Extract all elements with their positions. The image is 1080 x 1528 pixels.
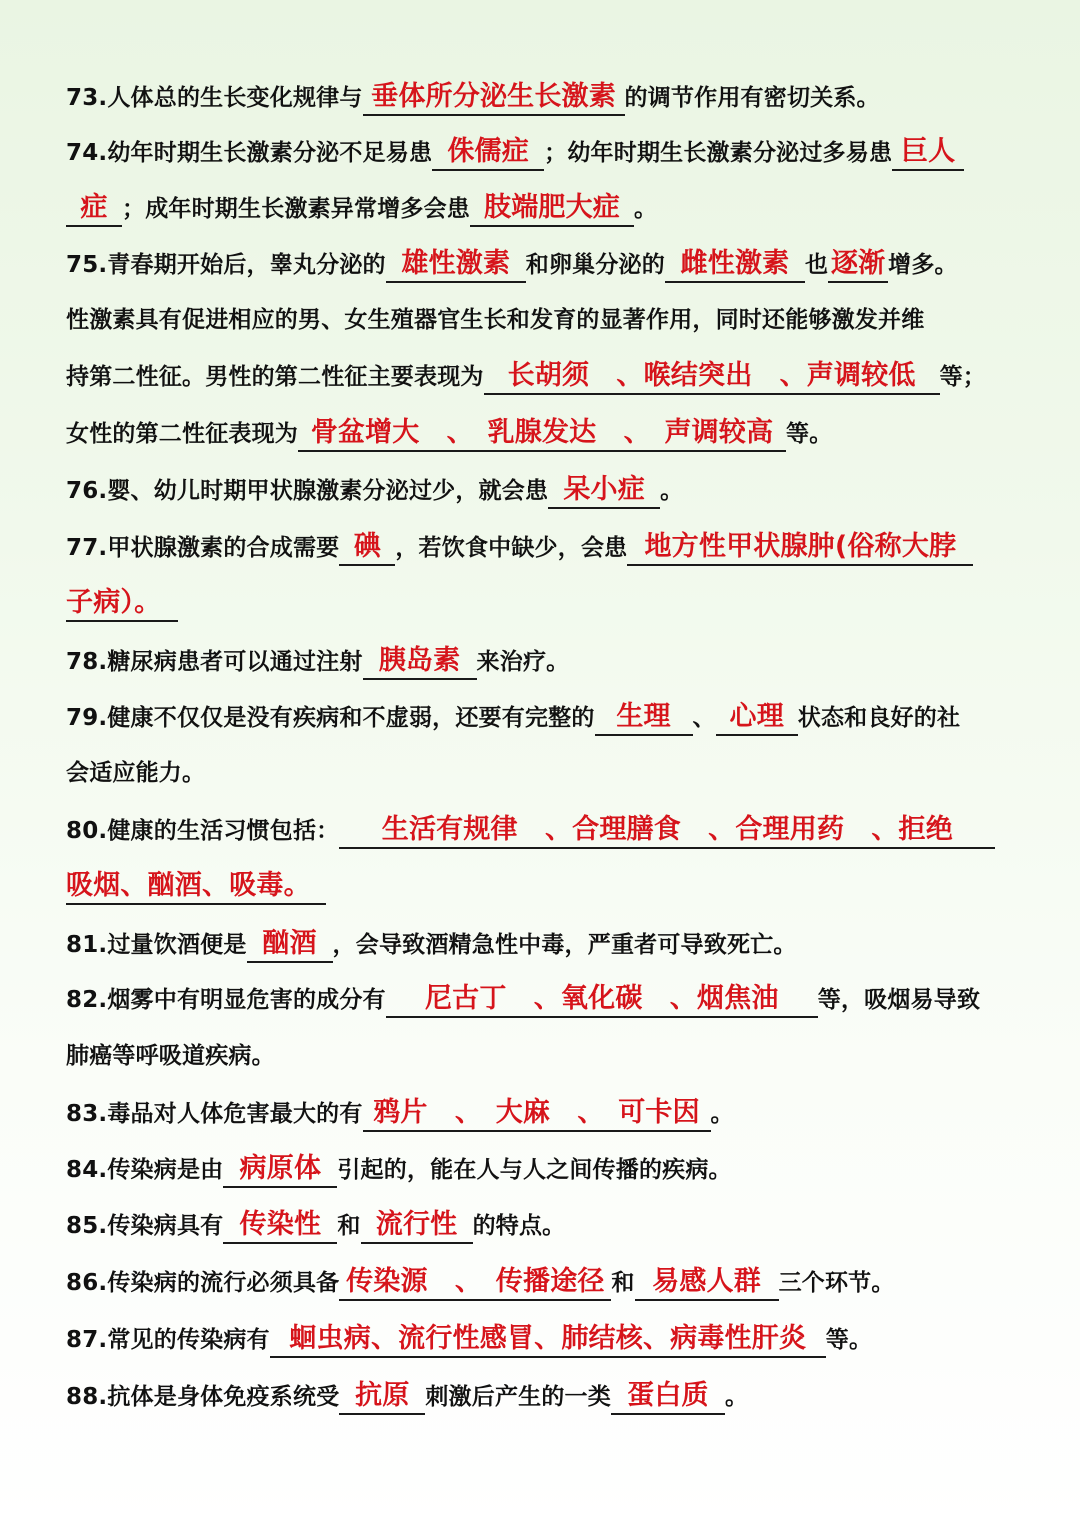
answer-73: 垂体所分泌生长激素 [363, 80, 625, 116]
answer-75-3: 逐渐 [828, 247, 888, 283]
answer-83: 鸦片 、 大麻 、 可卡因 [363, 1096, 711, 1132]
item-74-cont: 症 ；成年时期生长激素异常增多会患 肢端肥大症 。 [66, 189, 1016, 229]
item-75-female: 女性的第二性征表现为 骨盆增大 、 乳腺发达 、 声调较高 等。 [66, 414, 1016, 454]
item-75: 75.青春期开始后，睾丸分泌的 雄性激素 和卵巢分泌的 雌性激素 也 逐渐 增多。 [66, 245, 1016, 285]
answer-85-2: 流行性 [361, 1208, 473, 1244]
item-75-text: 性激素具有促进相应的男、女生殖器官生长和发育的显著作用，同时还能够激发并维 [66, 307, 925, 333]
answer-80-cont: 吸烟、酗酒、吸毒。 [66, 869, 326, 905]
item-79: 79.健康不仅仅是没有疾病和不虚弱，还要有完整的 生理 、 心理 状态和良好的社 [66, 698, 1016, 738]
answer-75-male-traits: 长胡须 、喉结突出 、声调较低 [484, 359, 940, 395]
item-74: 74.幼年时期生长激素分泌不足易患 侏儒症 ；幼年时期生长激素分泌过多易患 巨人 [66, 133, 1016, 173]
answer-87: 蛔虫病、流行性感冒、肺结核、病毒性肝炎 [270, 1322, 826, 1358]
item-79-cont: 会适应能力。 [66, 760, 206, 786]
item-77: 77.甲状腺激素的合成需要 碘 ，若饮食中缺少，会患 地方性甲状腺肿(俗称大脖 [66, 528, 1016, 568]
answer-80: 生活有规律 、合理膳食 、合理用药 、拒绝 [339, 813, 995, 849]
item-82: 82.烟雾中有明显危害的成分有 尼古丁 、氧化碳 、烟焦油 等，吸烟易导致 [66, 980, 1016, 1020]
answer-84: 病原体 [223, 1152, 337, 1188]
item-80: 80.健康的生活习惯包括： 生活有规律 、合理膳食 、合理用药 、拒绝 [66, 811, 1016, 851]
item-84: 84.传染病是由 病原体 引起的，能在人与人之间传播的疾病。 [66, 1150, 1016, 1190]
answer-79-1: 生理 [595, 700, 693, 736]
answer-74-2: 巨人 [892, 135, 964, 171]
answer-78: 胰岛素 [363, 644, 477, 680]
item-76: 76.婴、幼儿时期甲状腺激素分泌过少，就会患 呆小症 。 [66, 471, 1016, 511]
answer-86-1: 传染源 、 传播途径 [339, 1265, 611, 1301]
answer-77-2-cont: 子病）。 [66, 586, 178, 622]
item-73: 73.人体总的生长变化规律与 垂体所分泌生长激素 的调节作用有密切关系。 [66, 78, 1016, 118]
answer-79-2: 心理 [716, 700, 798, 736]
answer-75-1: 雄性激素 [386, 247, 526, 283]
answer-75-female-traits: 骨盆增大 、 乳腺发达 、 声调较高 [298, 416, 786, 452]
item-85: 85.传染病具有 传染性 和 流行性 的特点。 [66, 1206, 1016, 1246]
answer-88-2: 蛋白质 [611, 1379, 725, 1415]
answer-88-1: 抗原 [339, 1379, 425, 1415]
item-83: 83.毒品对人体危害最大的有 鸦片 、 大麻 、 可卡因 。 [66, 1094, 1016, 1134]
item-82-cont: 肺癌等呼吸道疾病。 [66, 1043, 275, 1069]
item-88: 88.抗体是身体免疫系统受 抗原 刺激后产生的一类 蛋白质 。 [66, 1377, 1016, 1417]
item-80-cont [66, 867, 1016, 907]
item-78: 78.糖尿病患者可以通过注射 胰岛素 来治疗。 [66, 642, 1016, 682]
item-87: 87.常见的传染病有 蛔虫病、流行性感冒、肺结核、病毒性肝炎 等。 [66, 1320, 1016, 1360]
answer-82: 尼古丁 、氧化碳 、烟焦油 [386, 982, 818, 1018]
answer-74-3: 肢端肥大症 [470, 191, 634, 227]
answer-81: 酗酒 [247, 927, 333, 963]
item-81: 81.过量饮酒便是 酗酒 ，会导致酒精急性中毒，严重者可导致死亡。 [66, 925, 1016, 965]
answer-74-2-cont: 症 [66, 191, 122, 227]
item-75-male: 持第二性征。男性的第二性征主要表现为 长胡须 、喉结突出 、声调较低 等； [66, 357, 1016, 397]
answer-77-1: 碘 [339, 530, 395, 566]
answer-86-2: 易感人群 [635, 1265, 779, 1301]
answer-76: 呆小症 [548, 473, 660, 509]
item-86: 86.传染病的流行必须具备 传染源 、 传播途径 和 易感人群 三个环节。 [66, 1263, 1016, 1303]
answer-74-1: 侏儒症 [432, 135, 544, 171]
answer-77-2: 地方性甲状腺肿(俗称大脖 [627, 530, 973, 566]
answer-85-1: 传染性 [223, 1208, 337, 1244]
item-77-cont [66, 584, 1016, 624]
answer-75-2: 雌性激素 [665, 247, 805, 283]
